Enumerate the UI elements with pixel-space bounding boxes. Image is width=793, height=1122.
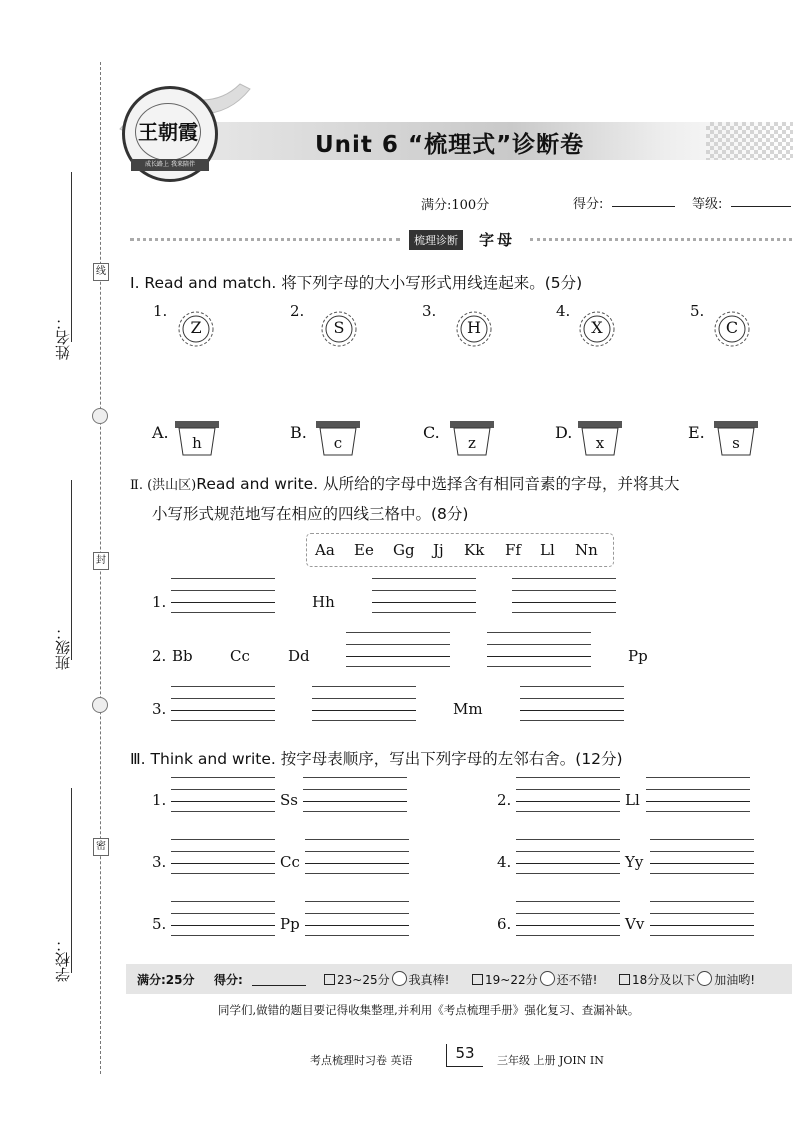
flowerpot-s[interactable] [713,420,759,456]
sunflower-h[interactable] [455,310,493,348]
lower-letter: c [333,434,343,452]
flowerpot-h[interactable] [174,420,220,456]
score-input[interactable] [612,192,675,207]
given-letter: Vv [625,915,645,933]
part2-instruction [130,472,680,494]
sunflower-c[interactable] [713,310,751,348]
lower-label: E. [688,423,705,442]
checkbox-icon[interactable] [324,974,335,985]
given-letter: Ss [280,791,298,809]
four-line-grid[interactable] [516,777,620,811]
school-label: 学校： [54,937,72,982]
section-heading: 字母 [479,231,516,249]
panel-option-2[interactable] [472,971,597,988]
panel-option-1[interactable] [324,971,449,988]
brand-logo [122,86,218,182]
four-line-grid[interactable] [171,686,275,720]
four-line-grid[interactable] [516,901,620,935]
choice-letter: Aa [315,541,335,559]
section-divider [130,238,400,241]
lower-letter: h [192,434,202,452]
section-badge: 梳理诊断 [409,230,463,250]
four-line-grid[interactable] [305,901,409,935]
part1-instruction: Ⅰ. Read and match. 将下列字母的大小写形式用线连起来。(5分) [130,274,583,292]
lower-letter: z [468,434,476,452]
given-letter: Pp [628,647,648,665]
given-letter: Cc [230,647,250,665]
four-line-grid[interactable] [171,777,275,811]
four-line-grid[interactable] [171,901,275,935]
logo-brand-text: 王朝霞 [135,103,201,161]
given-letter: Dd [288,647,310,665]
sunflower-s[interactable] [320,310,358,348]
seal-char-seal: 封 [93,552,109,570]
upper-letter: H [467,318,481,337]
panel-option-3[interactable] [619,971,755,988]
option-range: 18分及以下 [632,973,696,987]
panel-full-score: 满分:25分 [137,973,195,987]
seal-char-dense: 密 [93,838,109,856]
four-line-grid[interactable] [650,901,754,935]
letter-choice-box [306,533,614,567]
four-line-grid[interactable] [646,777,750,811]
option-message: 还不错! [556,973,598,987]
seal-char-line: 线 [93,263,109,281]
lower-label: D. [555,423,573,442]
flowerpot-x[interactable] [577,420,623,456]
given-letter: Mm [453,700,483,718]
page-title: Unit 6 “梳理式”诊断卷 [315,132,585,158]
upper-num: 3. [422,302,437,320]
footer-right: 三年级 上册 JOIN IN [497,1054,604,1067]
upper-letter: S [333,318,345,337]
option-message: 加油哟! [714,973,756,987]
part2-instruction-line1: Read and write. 从所给的字母中选择含有相同音素的字母，并将其大 [196,475,680,493]
item-num: 1. [152,791,167,809]
panel-score-label: 得分: [214,973,243,987]
given-letter: Hh [312,593,335,611]
choice-letter: Nn [575,541,598,559]
upper-letter: Z [190,318,202,337]
footer-left: 考点梳理时习卷 英语 [310,1054,413,1067]
smiley-face-icon [540,971,555,986]
checkbox-icon[interactable] [619,974,630,985]
binding-hole-icon [92,408,108,424]
sunflower-x[interactable] [578,310,616,348]
four-line-grid[interactable] [171,578,275,612]
lower-label: A. [152,423,169,442]
flowerpot-z[interactable] [449,420,495,456]
full-score: 满分:100分 [421,198,490,213]
lower-letter: s [732,434,740,452]
item-num: 2. [497,791,512,809]
lower-label: C. [423,423,440,442]
four-line-grid[interactable] [520,686,624,720]
four-line-grid[interactable] [303,777,407,811]
four-line-grid[interactable] [305,839,409,873]
binding-hole-icon [92,697,108,713]
page-number: 53 [446,1044,483,1067]
footnote: 同学们,做错的题目要记得收集整理,并利用《考点梳理手册》强化复习、查漏补缺。 [218,1003,640,1017]
given-letter: Bb [172,647,193,665]
option-range: 23~25分 [337,973,390,987]
choice-letter: Ee [354,541,374,559]
checker-decoration [706,122,793,160]
choice-letter: Kk [464,541,485,559]
given-letter: Pp [280,915,300,933]
upper-num: 4. [556,302,571,320]
sunflower-z[interactable] [177,310,215,348]
section-divider [530,238,792,241]
flowerpot-c[interactable] [315,420,361,456]
upper-letter: C [725,318,739,337]
checkbox-icon[interactable] [472,974,483,985]
row-num: 1. [152,593,167,611]
item-num: 6. [497,915,512,933]
smiley-face-icon [392,971,407,986]
name-label: 姓名： [54,315,72,360]
lower-letter: x [595,434,605,452]
four-line-grid[interactable] [650,839,754,873]
option-message: 我真棒! [408,973,450,987]
four-line-grid[interactable] [372,578,476,612]
item-num: 3. [152,853,167,871]
four-line-grid[interactable] [312,686,416,720]
part3-instruction: Ⅲ. Think and write. 按字母表顺序，写出下列字母的左邻右舍。(12分) [130,750,623,768]
logo-slogan: 成长路上 我来陪伴 [131,159,209,171]
score-label: 得分: [573,197,604,212]
choice-letter: Gg [393,541,415,559]
choice-letter: Ll [540,541,555,559]
option-range: 19~22分 [485,973,538,987]
given-letter: Cc [280,853,300,871]
given-letter: Ll [625,791,640,809]
choice-letter: Jj [433,541,444,559]
choice-letter: Ff [505,541,521,559]
item-num: 4. [497,853,512,871]
four-line-grid[interactable] [512,578,616,612]
row-num: 3. [152,700,167,718]
upper-letter: X [591,318,603,337]
part2-instruction-line2: 小写形式规范地写在相应的四线三格中。(8分) [152,505,469,523]
four-line-grid[interactable] [487,632,591,666]
row-num: 2. [152,647,167,665]
upper-num: 2. [290,302,305,320]
four-line-grid[interactable] [171,839,275,873]
lower-label: B. [290,423,307,442]
item-num: 5. [152,915,167,933]
part2-region: Ⅱ. (洪山区) [130,478,197,493]
grade-label: 等级: [692,197,723,212]
upper-num: 5. [690,302,705,320]
panel-score-input[interactable] [252,971,306,986]
class-label: 班级： [54,625,72,670]
four-line-grid[interactable] [346,632,450,666]
given-letter: Yy [625,853,644,871]
grade-input[interactable] [731,192,791,207]
upper-num: 1. [153,302,168,320]
smiley-face-icon [697,971,712,986]
four-line-grid[interactable] [516,839,620,873]
